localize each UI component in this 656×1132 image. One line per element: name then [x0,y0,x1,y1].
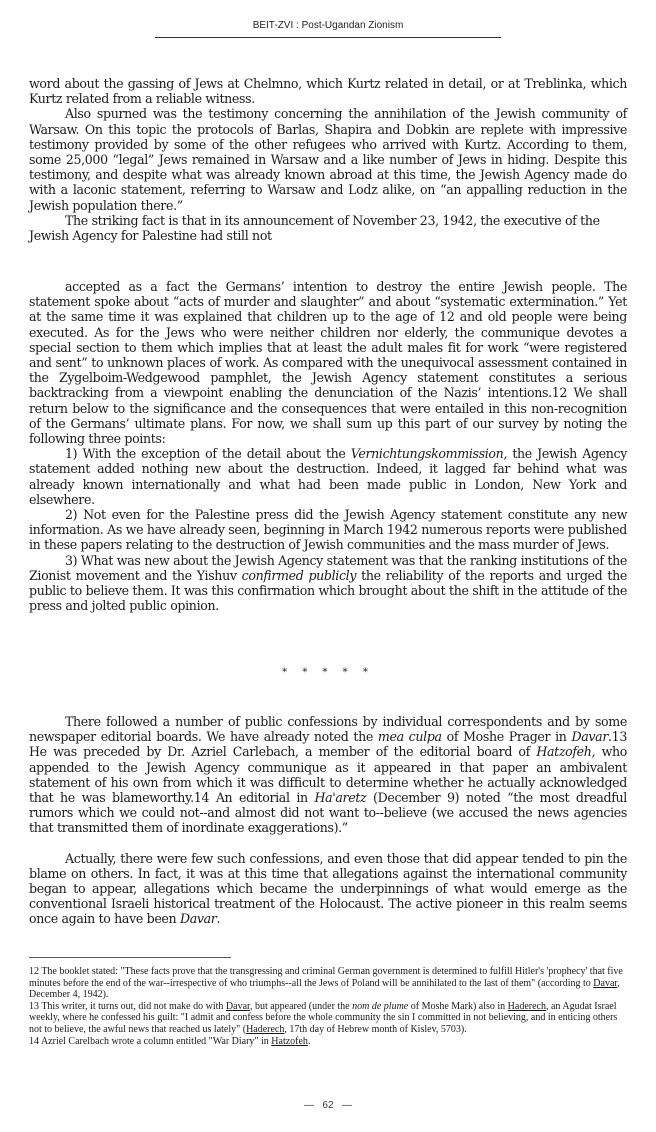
text: who appended to the Jewish Agency communique as it appeared in that paper an ambivalent statement of his own from which it was difficult to determine whether he actually acknowledged that he was blameworthy.14 An editorial in [29,744,627,806]
paragraph [29,851,627,927]
text: of Moshe Prager in [441,729,572,745]
text: 14 Azriel Carelbach wrote a column entitled "War Diary" in [29,1035,272,1047]
italic-term: confirmed publicly [241,567,357,583]
italic-term: Davar [571,729,608,745]
header-rule [155,37,501,38]
footnote-13 [29,1001,629,1036]
text-block-2 [29,279,627,613]
text-block-3 [29,714,627,927]
italic-term: mea culpa [377,729,442,745]
paragraph: Also spurned was the testimony concerning the annihilation of the Jewish community of Warsaw. On this topic the protocols of Barlas, Shapira and Dobkin are replete with impressive testimony provided by some of the other refugees who arrived with Kurtz. According to them, some 25,000 “legal” Jews remained in Warsaw and a like number of Jews in hiding. Despite this testimony, and despite what was already known abroad at this time, the Jewish Agency made do with a laconic statement, referring to Warsaw and Lodz alike, on “an appalling reduction in the Jewish population there.” [29,106,627,213]
footnotes [29,966,629,1047]
text: 1) With the exception of the detail about the [65,446,351,462]
italic-term: Hatzofeh, [536,744,596,760]
text: 3) What was new about the Jewish Agency statement was that the ranking institutions of the Zionist movement and the Yishuv [29,552,627,583]
text: . [307,1035,311,1047]
text: (December 9) noted “the most dreadful rumors which we could not--and almost did not want to--believe (we accused the news agencies that transmitted them of inordinate exaggerations).” [29,790,627,836]
underlined-title: Haderech [507,1000,546,1012]
italic-term: nom de plume [352,1000,409,1012]
italic-term: Vernichtungskommission, [350,446,508,462]
text: . [216,911,221,927]
point-3 [29,553,627,614]
text: , but appeared (under the [249,1000,353,1012]
underlined-title: Davar [593,977,618,989]
text: , an Agudat Israel weekly, where he confessed his guilt: "I admit and confess before the whole community the sin I committed in not believing, and in enticing others not to believe, the awful news that reached us lately" ( [29,1000,618,1035]
section-separator: * * * * * [282,667,374,678]
paragraph: word about the gassing of Jews at Chelmno, which Kurtz related in detail, or at Treblinka, which Kurtz related from a reliable witness. [29,76,627,107]
text: 12 The booklet stated: "These facts prove that the transgressing and criminal German government is determined to fulfill Hitler's 'prophecy' that five minutes before the end of the war--irrespective of who triumphs--all the Jews of Poland will be annihilated to the last of them" (according to [29,966,623,989]
point-1 [29,446,627,507]
paragraph: The striking fact is that in its announcement of November 23, 1942, the executive of the Jewish Agency for Palestine had still not [29,212,600,244]
underlined-title: Davar [225,1000,250,1012]
text: the Jewish Agency statement added nothing new about the destruction. Indeed, it lagged far behind what was already known internationally and what had been made public in London, New York and elsewhere. [29,446,627,507]
underlined-title: Hatzofeh [271,1035,308,1047]
text: There followed a number of public confessions by individual correspondents and by some newspaper editorial boards. We have already noted the [29,714,627,745]
text: the reliability of the reports and urged the public to believe them. It was this confirmation which brought about the shift in the attitude of the press and jolted public opinion. [29,567,627,614]
underlined-title: Haderech [246,1023,285,1035]
paragraph [29,714,627,836]
footnote-12 [29,966,629,1001]
italic-term: Ha'aretz [314,790,367,806]
paragraph: accepted as a fact the Germans’ intention to destroy the entire Jewish people. The statement spoke about “acts of murder and slaughter” and about “systematic extermination.” Yet at the same time it was explained that children up to the age of 12 and old people were being executed. As for the Jews who were neither children nor elderly, the communique devotes a special section to them which implies that at least the adult males fit for work “were registered and sent” to unknown places of work. As compared with the unequivocal assessment contained in the Zygelboim-Wedgewood pamphlet, the Jewish Agency statement constitutes a serious backtracking from a viewpoint enabling the denunciation of the Nazis’ intentions.12 We shall return below to the significance and the consequences that were entailed in this non-recognition of the Germans’ ultimate plans. For now, we shall sum up this part of our survey by noting the following three points: [29,279,627,447]
text: .13 He was preceded by Dr. Azriel Carlebach, a member of the editorial board of [29,729,627,760]
footnote-14 [29,1036,629,1048]
italic-term: Davar [179,911,217,927]
text: of Moshe Mark) also in [408,1000,508,1012]
text: , 17th day of Hebrew month of Kislev, 5703). [284,1023,467,1035]
text-block-1 [29,76,627,243]
running-header: BEIT-ZVI : Post-Ugandan Zionism [252,20,404,31]
point-2: 2) Not even for the Palestine press did the Jewish Agency statement constitute any new information. As we have already seen, beginning in March 1942 numerous reports were published in these papers relating to the destruction of Jewish communities and the mass murder of Jews. [29,507,627,553]
page-number: — 62 — [304,1100,352,1111]
text: 13 This writer, it turns out, did not make do with [29,1000,226,1012]
footnote-rule [29,957,231,958]
text: Actually, there were few such confessions, and even those that did appear tended to pin the blame on others. In fact, it was at this time that allegations against the international community began to appear, allegations which became the underpinnings of what would emerge as the conventional Israeli historical treatment of the Holocaust. The active pioneer in this realm seems once again to have been [29,850,627,927]
text: , December 4, 1942). [29,977,620,1001]
